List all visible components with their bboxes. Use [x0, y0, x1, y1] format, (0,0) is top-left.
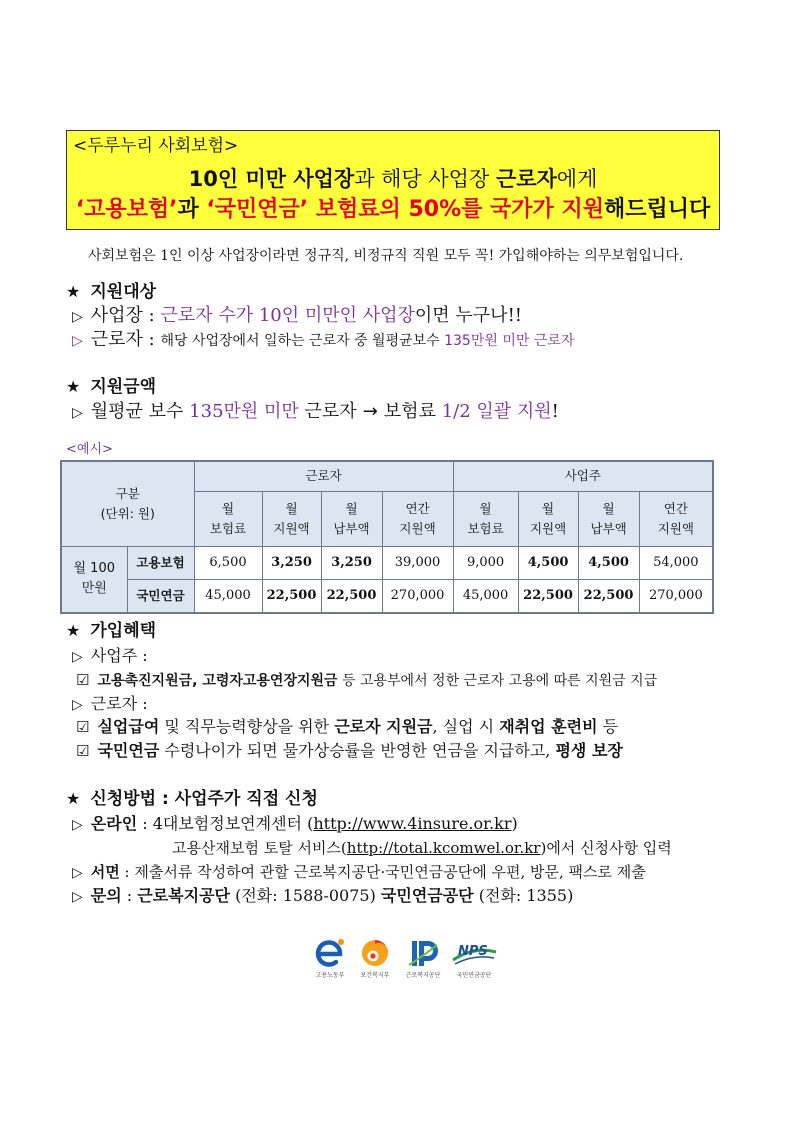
column-header-line: 월: [345, 500, 358, 516]
column-header: [518, 491, 578, 546]
benefit-highlight: 평생 보장: [555, 741, 623, 760]
worker-label: 근로자 :: [90, 694, 148, 713]
column-header-line: 월: [221, 500, 235, 516]
intro-text: 사회보험은 1인 이상 사업장이라면 정규직, 비정규직 직원 모두 꼭! 가입해야하는 의무보험입니다.: [88, 248, 684, 264]
mohw-logo: [355, 934, 395, 984]
star-icon: ★: [66, 789, 81, 808]
section-heading-benefits: [66, 620, 156, 642]
pointer-icon: ▷: [72, 817, 83, 833]
comwel-site-link[interactable]: http://total.kcomwel.or.kr: [346, 839, 541, 857]
workplace-label: 사업장 :: [90, 305, 161, 326]
table-cell: 45,000: [453, 579, 518, 613]
headline-suffix: 에게: [556, 167, 598, 191]
target-worker-line: [72, 329, 574, 352]
table-cell: 3,250: [262, 546, 321, 579]
star-icon: ★: [66, 621, 81, 640]
column-header: [321, 491, 382, 546]
program-name: <두루누리 사회보험>: [73, 136, 239, 156]
insure-site-link[interactable]: http://www.4insure.or.kr: [313, 814, 512, 833]
benefit-highlight: 재취업 훈련비: [499, 717, 598, 736]
table-cell: 3,250: [321, 546, 382, 579]
row-label: 고용보험: [127, 546, 194, 579]
employer-label: 사업주 :: [90, 646, 148, 665]
online-close: ): [511, 814, 518, 833]
benefit-text: 수령나이가 되면 물가상승률을 반영한 연금을 지급하고,: [159, 741, 556, 760]
star-icon: ★: [66, 377, 81, 396]
paper-text: 제출서류 작성하여 관할 근로복지공단·국민연금공단에 우편, 방문, 팩스로 제출: [134, 863, 646, 881]
comwel-logo-icon: [403, 934, 443, 972]
benefit-highlight: 근로자 지원금: [334, 717, 433, 736]
table-cell: 22,500: [578, 579, 639, 613]
column-header-line: 연간: [405, 500, 430, 516]
contact-org: 국민연금공단: [380, 886, 474, 905]
benefit-item-worker: [76, 740, 623, 762]
column-header-line: 연간: [663, 500, 688, 516]
column-header: [194, 491, 262, 546]
column-header-line: 납부액: [590, 520, 627, 536]
column-header: [382, 491, 453, 546]
pointer-icon: ▷: [72, 865, 83, 881]
apply-contact-line: [72, 885, 573, 908]
table-cell: 54,000: [639, 546, 713, 579]
workplace-highlight: 근로자 수가 10인 미만인 사업장: [160, 305, 415, 326]
checkbox-icon: ☑: [76, 718, 90, 736]
pointer-icon: ▷: [72, 889, 83, 905]
column-header: [578, 491, 639, 546]
benefit-text: 등: [597, 717, 619, 736]
pointer-icon: ▷: [72, 309, 83, 325]
agency-logos: [308, 934, 500, 984]
arrow-right-icon: →: [362, 401, 378, 422]
category-header-cell: [61, 461, 194, 546]
table-cell: 270,000: [382, 579, 453, 613]
table-cell: 9,000: [453, 546, 518, 579]
logo-label: 보건복지부: [360, 972, 390, 979]
group-header-worker: 근로자: [194, 461, 453, 491]
column-header-line: 월: [285, 500, 298, 516]
column-header-line: 보험료: [209, 520, 247, 536]
amount-text: 월평균 보수: [90, 401, 190, 422]
table-cell: 270,000: [639, 579, 713, 613]
online-after: )에서 신청사항 입력: [540, 839, 672, 857]
category-label: 구분: [115, 485, 140, 501]
wage-band-line: 월 100: [73, 561, 115, 577]
group-header-employer: 사업주: [453, 461, 713, 491]
pointer-icon: ▷: [72, 697, 83, 713]
nps-logo-icon: [450, 934, 498, 972]
worker-highlight: 135만원 미만 근로자: [444, 333, 575, 349]
column-header: [453, 491, 518, 546]
example-label: <예시>: [66, 442, 113, 457]
apply-online-line-2: [172, 837, 672, 859]
table-cell: 22,500: [321, 579, 382, 613]
banner-subheadline: [67, 197, 719, 223]
column-header-line: 지원액: [657, 520, 694, 536]
headline-connector: 과 해당 사업장: [354, 167, 496, 191]
amount-text: !: [551, 401, 559, 422]
benefit-text: 등 고용부에서 정한 근로자 고용에 따른 지원금 지급: [337, 673, 658, 689]
column-header-line: 지원액: [273, 520, 310, 536]
benefit-highlight: 실업급여: [97, 717, 160, 736]
table-cell: 4,500: [518, 546, 578, 579]
star-icon: ★: [66, 282, 81, 301]
benefit-highlight: 고용촉진지원금, 고령자고용연장지원금: [97, 673, 338, 689]
example-table: [60, 460, 714, 614]
paper-label: 서면: [90, 863, 120, 881]
online-site-name-2: 고용산재보험 토탈 서비스(: [172, 839, 347, 857]
contact-phone: (전화: 1588-0075): [230, 886, 381, 905]
workplace-rest: 이면 누구나!!: [414, 305, 523, 326]
comwel-logo: [402, 934, 444, 984]
table-cell: 4,500: [578, 546, 639, 579]
section-heading-amount: [66, 376, 156, 398]
column-header-line: 월: [602, 500, 615, 516]
section-title: 지원대상: [90, 282, 157, 302]
checkbox-icon: ☑: [76, 742, 90, 760]
promo-banner: [66, 130, 720, 230]
nps-mark: NPS: [458, 944, 488, 959]
subheadline-support-text: ‘국민연금’ 보험료의 50%를 국가가 지원: [206, 197, 604, 222]
subheadline-connector: 과: [177, 197, 207, 222]
benefit-text: , 실업 시: [432, 717, 500, 736]
target-workplace-line: [72, 305, 522, 328]
logo-label: 근로복지공단: [405, 972, 441, 979]
table-row: [61, 546, 713, 579]
contact-phone: (전화: 1355): [473, 886, 574, 905]
column-header-line: 지원액: [529, 520, 567, 536]
subheadline-employment-insurance: ‘고용보험’: [75, 197, 178, 222]
nps-logo: [450, 934, 498, 984]
column-header-line: 납부액: [333, 520, 370, 536]
benefit-item-worker: [76, 716, 618, 738]
table-cell: 22,500: [262, 579, 321, 613]
banner-headline: [67, 166, 719, 192]
subheadline-suffix: 해드립니다: [603, 197, 711, 222]
label-separator: :: [137, 814, 153, 833]
apply-online-line: [72, 813, 518, 836]
logo-label: 국민연금공단: [456, 972, 492, 979]
table-cell: 45,000: [194, 579, 262, 613]
benefits-worker-label-line: [72, 693, 148, 716]
contact-org: 근로복지공단: [137, 886, 231, 905]
mohw-logo-icon: [357, 934, 393, 972]
worker-text: 해당 사업장에서 일하는 근로자 중 월평균보수: [160, 333, 445, 349]
row-label: 국민연금: [127, 579, 194, 613]
amount-text: 근로자: [298, 401, 357, 422]
wage-band-cell: [61, 546, 127, 613]
logo-label: 고용노동부: [315, 972, 345, 979]
column-header-line: 보험료: [467, 520, 504, 536]
benefit-highlight: 국민연금: [97, 741, 160, 760]
wage-band-line: 만원: [81, 581, 107, 597]
label-separator: :: [121, 886, 138, 905]
column-header: [262, 491, 321, 546]
benefit-text: 및 직무능력향상을 위한: [159, 717, 335, 736]
table-cell: 22,500: [518, 579, 578, 613]
amount-highlight-wage: 135만원 미만: [189, 401, 299, 422]
section-title: 지원금액: [90, 377, 157, 397]
pointer-icon: ▷: [72, 649, 83, 665]
amount-text: 보험료: [383, 401, 442, 422]
pointer-icon: ▷: [72, 405, 83, 421]
contact-label: 문의: [90, 886, 122, 905]
table-cell: 6,500: [194, 546, 262, 579]
headline-target: 10인 미만 사업장: [188, 167, 355, 191]
checkbox-icon: ☑: [76, 671, 90, 689]
column-header: [639, 491, 713, 546]
section-heading-target: [66, 281, 156, 303]
column-header-line: 월: [479, 500, 492, 516]
online-site-name: 4대보험정보연계센터 (: [152, 814, 314, 833]
section-title: 가입혜택: [90, 621, 157, 641]
amount-highlight-support: 1/2 일괄 지원: [441, 401, 552, 422]
amount-line: [72, 401, 559, 424]
benefits-employer-label-line: [72, 645, 148, 668]
unit-label: (단위: 원): [100, 505, 155, 521]
section-heading-apply: [66, 788, 318, 810]
table-row: [61, 579, 713, 613]
apply-paper-line: [72, 861, 646, 884]
moel-logo-icon: [310, 934, 350, 972]
pointer-icon: ▷: [72, 333, 83, 349]
label-separator: :: [119, 863, 135, 881]
column-header-line: 월: [542, 500, 555, 516]
headline-worker: 근로자: [495, 167, 557, 191]
worker-label: 근로자 :: [90, 329, 161, 350]
section-title: 신청방법 : 사업주가 직접 신청: [90, 789, 318, 809]
table-cell: 39,000: [382, 546, 453, 579]
online-label: 온라인: [90, 814, 138, 833]
benefit-item-employer: [76, 669, 657, 692]
moel-logo: [310, 934, 350, 984]
column-header-line: 지원액: [399, 520, 436, 536]
